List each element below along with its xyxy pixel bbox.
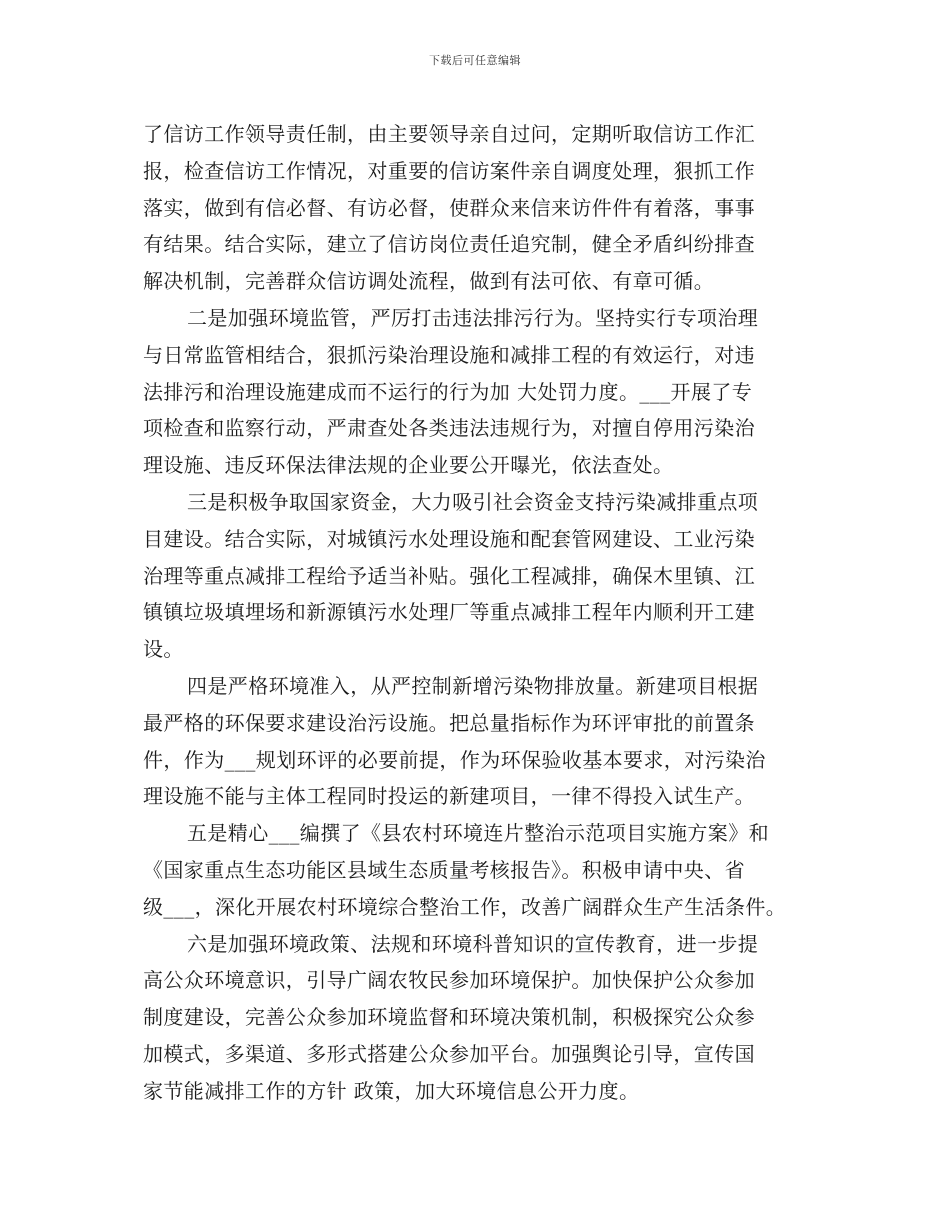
text-line: 最严格的环保要求建设治污设施。把总量指标作为环评审批的前置条 (143, 710, 755, 735)
text-line: 理设施、违反环保法律法规的企业要公开曝光，依法查处。 (143, 453, 674, 478)
paragraph-2 (143, 300, 823, 484)
text-line: 件，作为___规划环评的必要前提，作为环保验收基本要求，对污染治 (143, 747, 766, 772)
text-line: 制度建设，完善公众参加环境监督和环境决策机制，积极探究公众参 (143, 1005, 755, 1030)
document-body (143, 116, 823, 1110)
text-line: 六是加强环境政策、法规和环境科普知识的宣传教育，进一步提 (187, 931, 759, 956)
paragraph-5 (143, 815, 823, 925)
page-header: 下载后可任意编辑 (429, 54, 521, 67)
text-line: 法排污和治理设施建成而不运行的行为加 大处罚力度。___开展了专 (143, 379, 753, 404)
text-line: 项检查和监察行动，严肃查处各类违法违规行为，对擅自停用污染治 (143, 416, 755, 441)
text-line: 落实，做到有信必督、有访必督，使群众来信来访件件有着落，事事 (143, 195, 755, 220)
text-line: 与日常监管相结合，狠抓污染治理设施和减排工程的有效运行，对违 (143, 342, 755, 367)
text-line: 四是严格环境准入，从严控制新增污染物排放量。新建项目根据 (187, 673, 759, 698)
paragraph-1 (143, 116, 823, 300)
text-line: 镇镇垃圾填埋场和新源镇污水处理厂等重点减排工程年内顺利开工建 (143, 600, 755, 625)
paragraph-3 (143, 484, 823, 668)
text-line: 《国家重点生态功能区县域生态质量考核报告》。积极申请中央、省 (143, 857, 745, 882)
text-line: 级___，深化开展农村环境综合整治工作，改善广阔群众生产生活条件。 (143, 894, 787, 919)
text-line: 设。 (143, 637, 184, 662)
text-line: 高公众环境意识，引导广阔农牧民参加环境保护。加快保护公众参加 (143, 968, 755, 993)
text-line: 加模式，多渠道、多形式搭建公众参加平台。加强舆论引导，宣传国 (143, 1041, 755, 1066)
text-line: 了信访工作领导责任制，由主要领导亲自过问，定期听取信访工作汇 (143, 122, 755, 146)
text-line: 理设施不能与主体工程同时投运的新建项目，一律不得投入试生产。 (143, 784, 755, 809)
paragraph-4 (143, 668, 823, 815)
text-line: 解决机制，完善群众信访调处流程，做到有法可依、有章可循。 (143, 269, 715, 294)
text-line: 有结果。结合实际，建立了信访岗位责任追究制，健全矛盾纠纷排查 (143, 232, 755, 257)
text-line: 三是积极争取国家资金，大力吸引社会资金支持污染减排重点项 (187, 489, 759, 514)
text-line: 家节能减排工作的方针 政策，加大环境信息公开力度。 (143, 1078, 640, 1103)
text-line: 目建设。结合实际，对城镇污水处理设施和配套管网建设、工业污染 (143, 526, 755, 551)
text-line: 二是加强环境监管，严厉打击违法排污行为。坚持实行专项治理 (187, 305, 759, 330)
text-line: 报，检查信访工作情况，对重要的信访案件亲自调度处理，狠抓工作 (143, 158, 755, 183)
paragraph-6 (143, 926, 823, 1110)
text-line: 治理等重点减排工程给予适当补贴。强化工程减排，确保木里镇、江 (143, 563, 755, 588)
text-line: 五是精心___编撰了《县农村环境连片整治示范项目实施方案》和 (187, 821, 769, 846)
